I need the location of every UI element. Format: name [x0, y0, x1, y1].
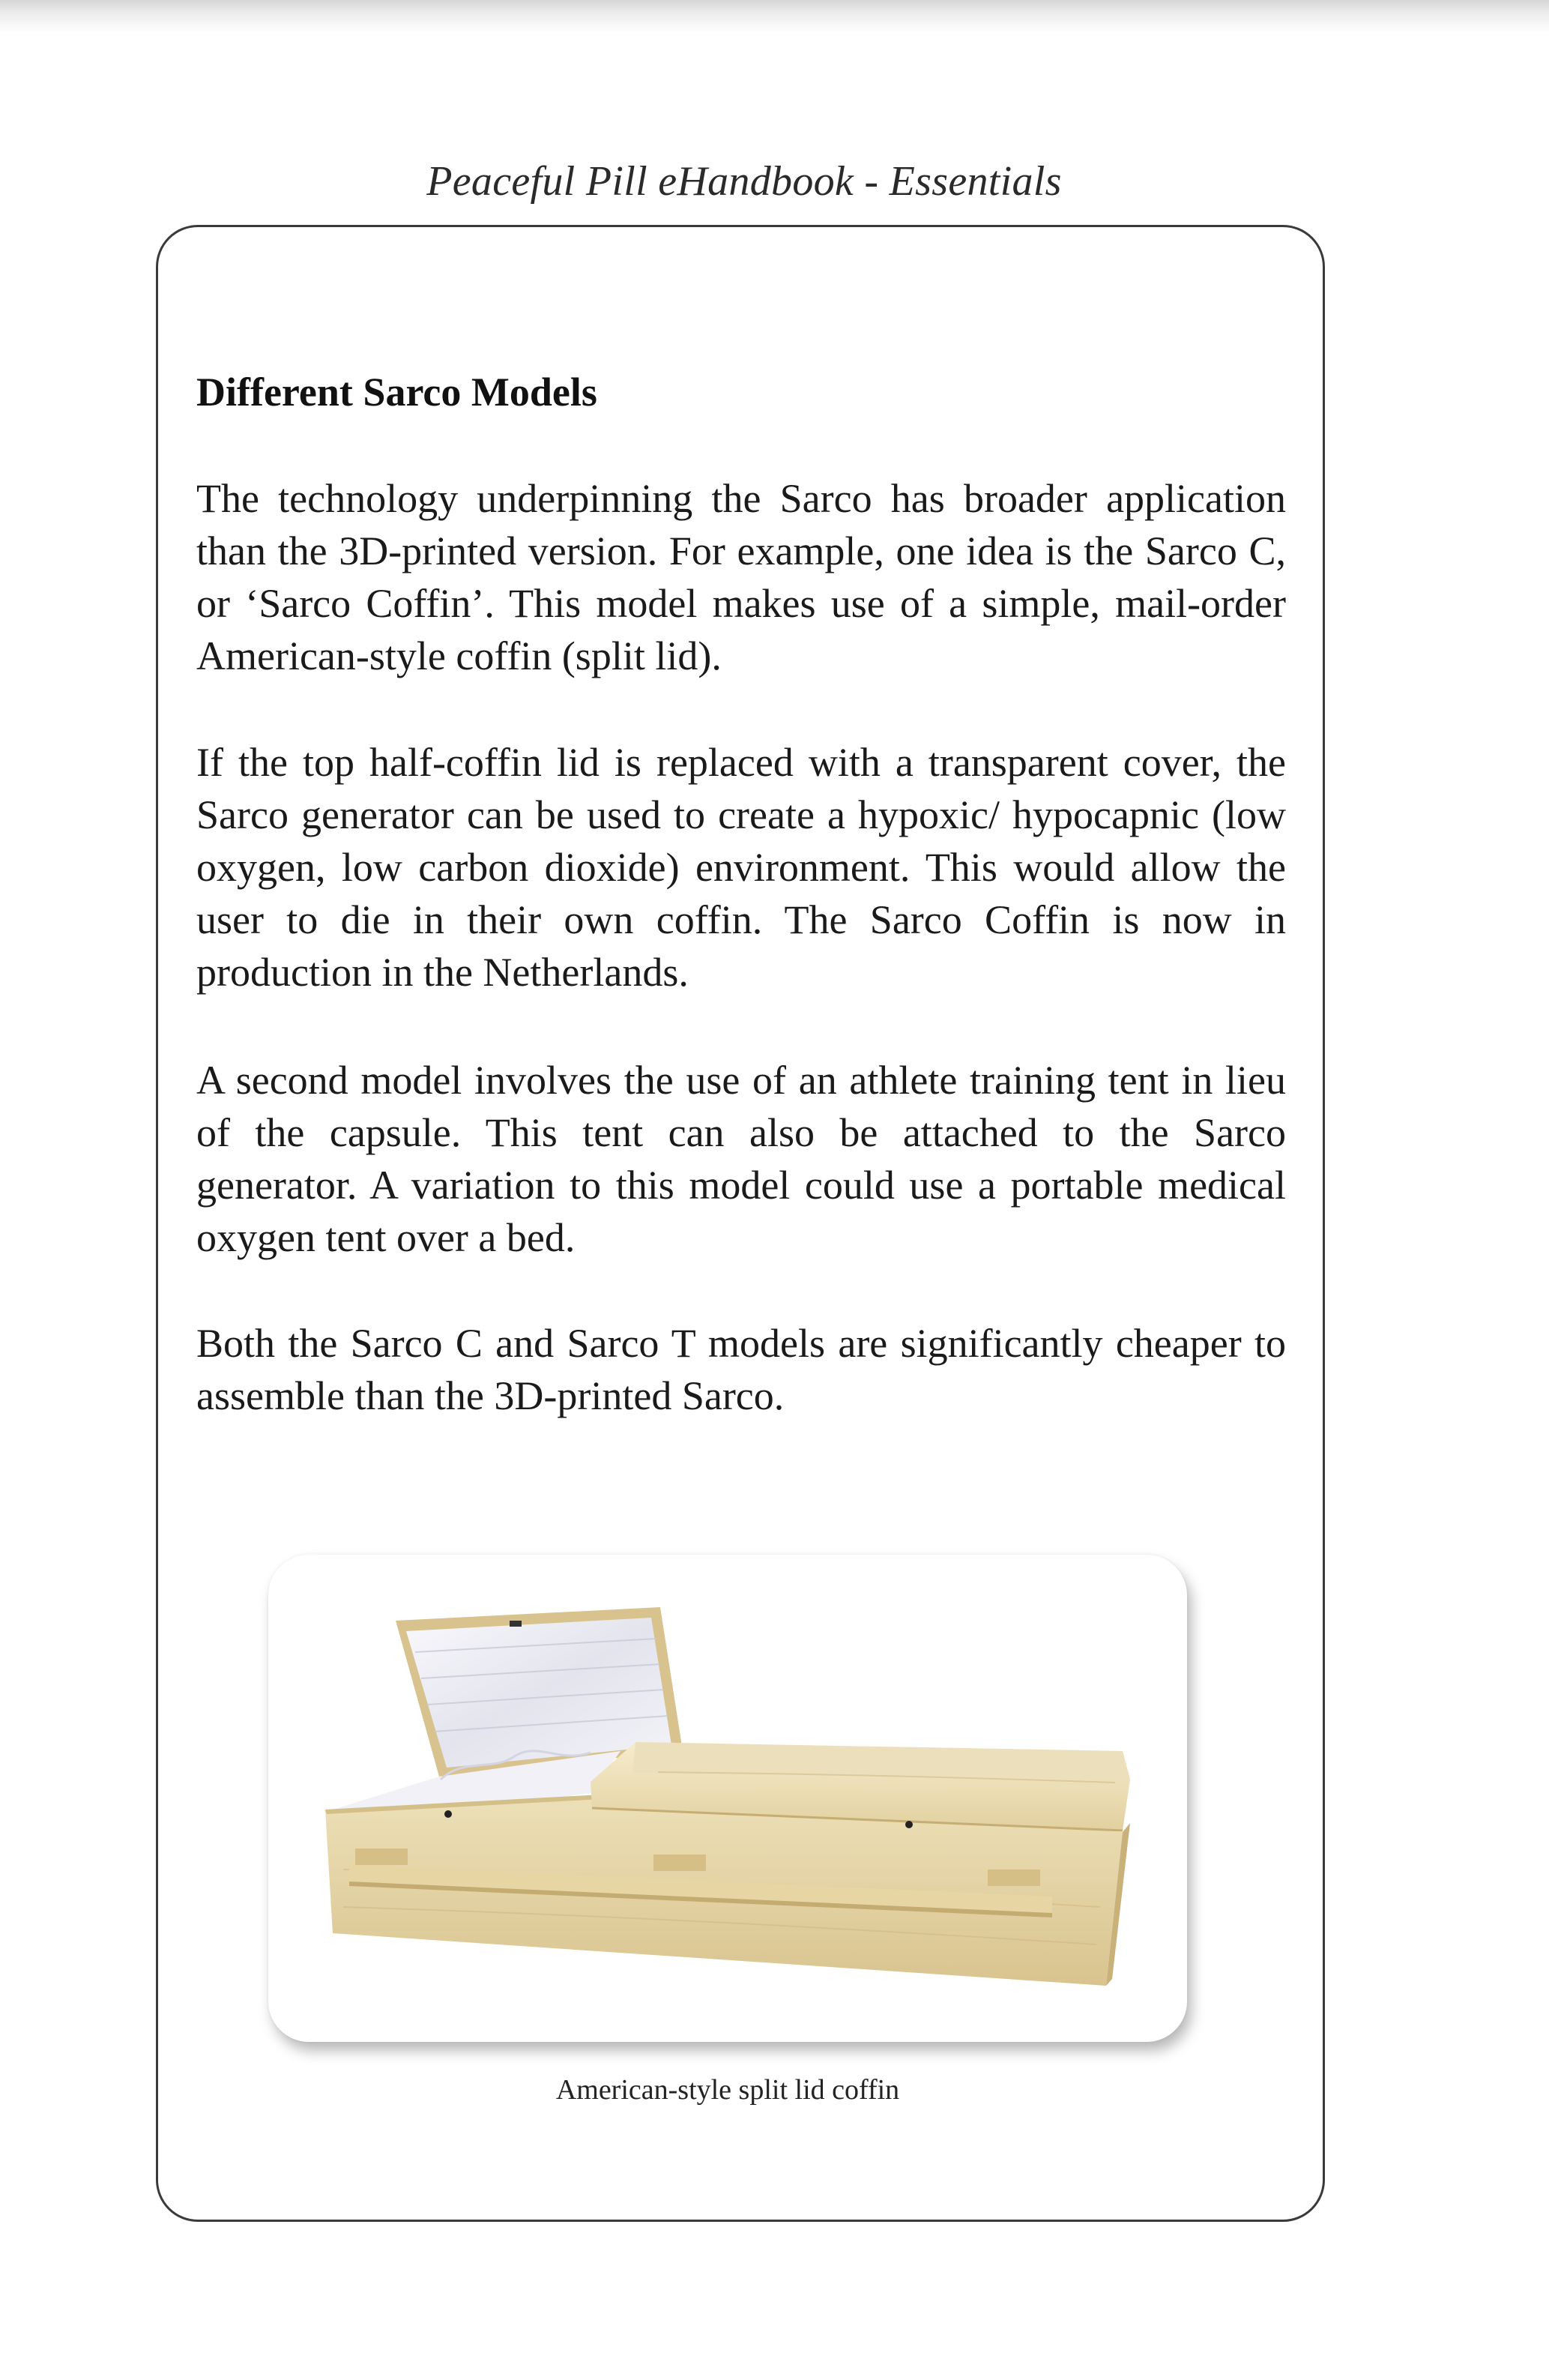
figure-caption: American-style split lid coffin [555, 2074, 900, 2106]
figure-card [268, 1555, 1187, 2042]
coffin-photo [268, 1555, 1187, 2042]
paragraph-2: If the top half-coffin lid is replaced with a transparent cover, the Sarco generator can be used to create a hypoxic/ hypocapnic (low oxygen, low carbon dioxide) environment. This would allow the user to die in their own coffin. The Sarco Coffin is now in production in the Netherlands. [196, 740, 1286, 995]
paragraph-4: Both the Sarco C and Sarco T models are significantly cheaper to assemble than the 3D-printed Sarco. [196, 1321, 1286, 1418]
viewer-top-shadow [0, 0, 1549, 33]
paragraph-3: A second model involves the use of an athlete training tent in lieu of the capsule. This tent can also be attached to the Sarco generator. A variation to this model could use a portable medical oxygen tent over a bed. [196, 1058, 1286, 1260]
running-header: Peaceful Pill eHandbook - Essentials [426, 158, 1062, 205]
section-heading: Different Sarco Models [196, 370, 597, 415]
paragraph-1: The technology underpinning the Sarco has broader application than the 3D-printed version. For example, one idea is the Sarco C, or ‘Sarco Coffin’. This model makes use of a simple, mail-order American-style coffin (split lid). [196, 476, 1286, 678]
